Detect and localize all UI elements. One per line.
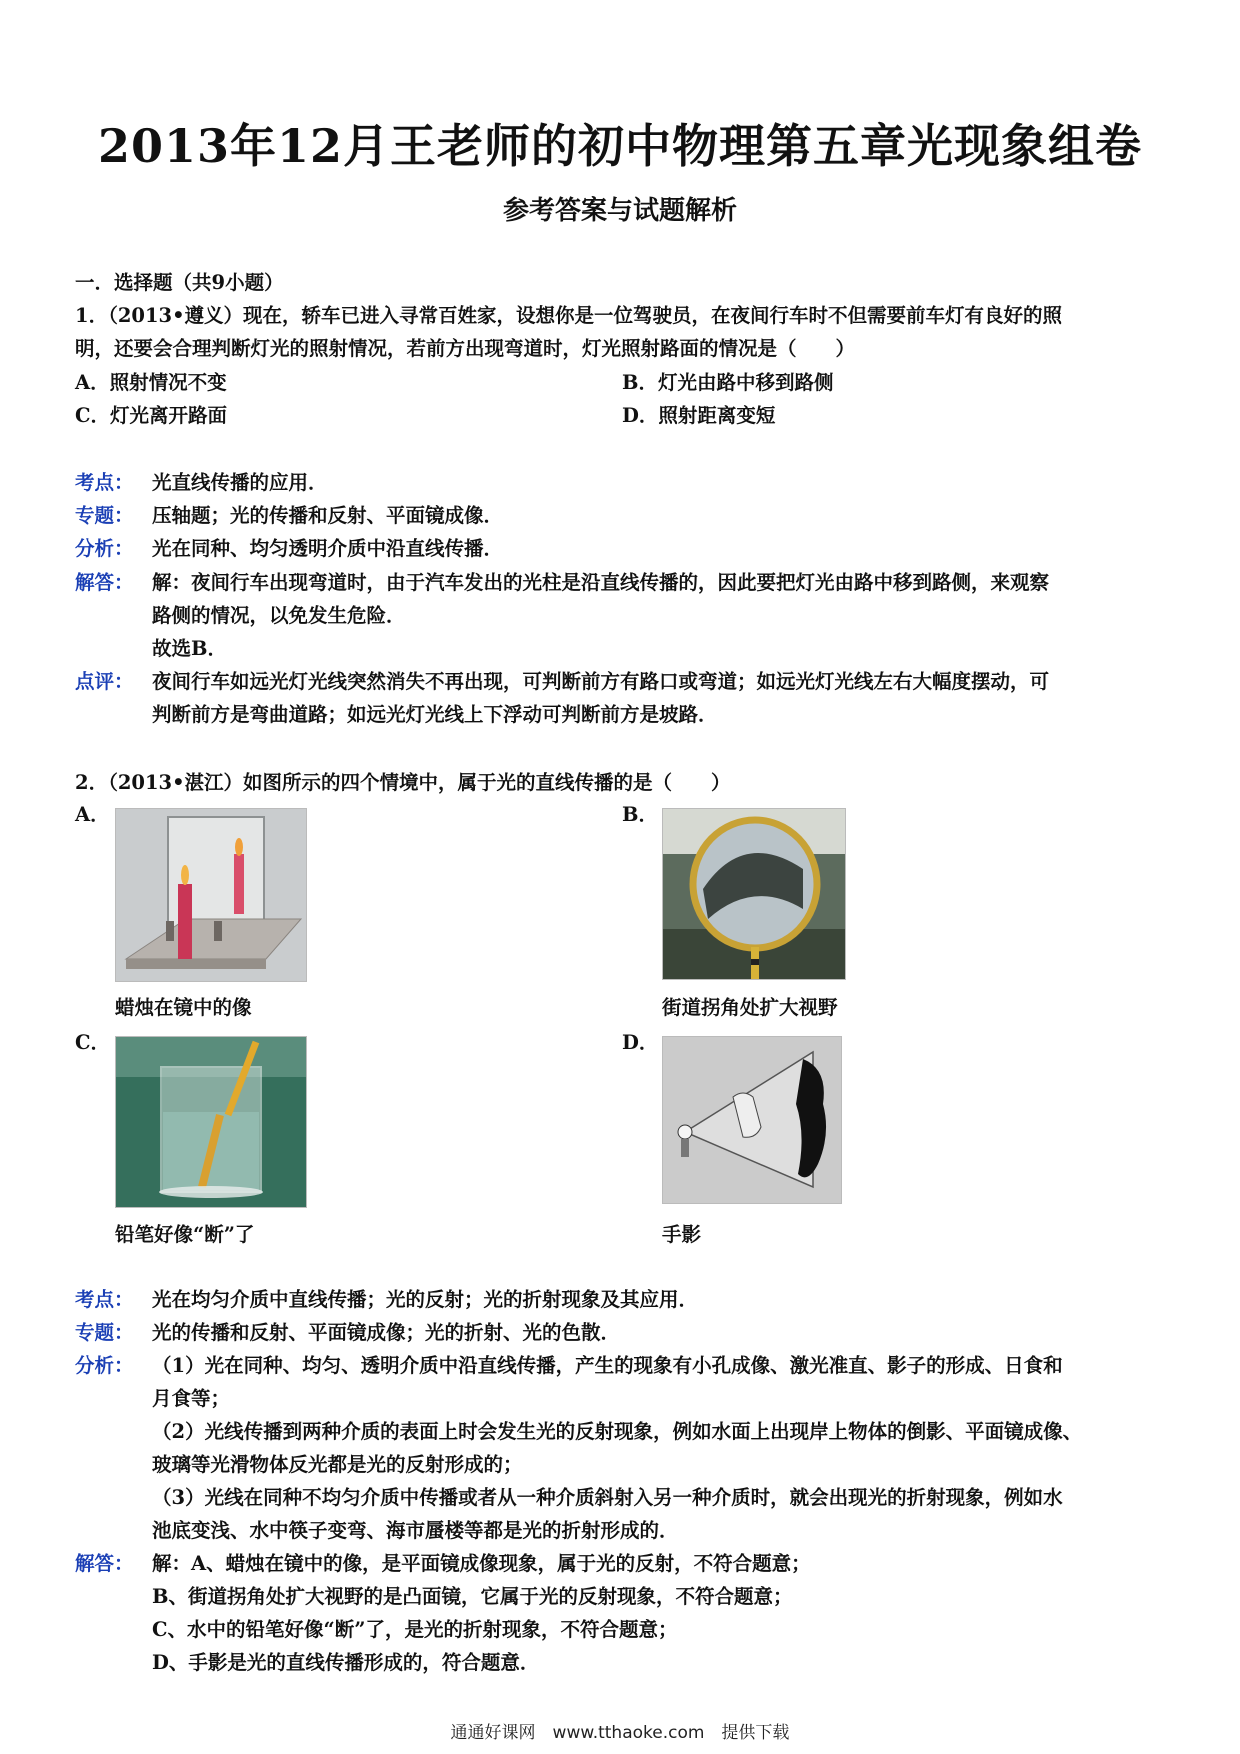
hand-shadow-image xyxy=(662,1036,842,1204)
document-subtitle: 参考答案与试题解析 xyxy=(502,196,737,226)
q1-kaodian-text: 光直线传播的应用． xyxy=(152,471,328,494)
pencil-glass-image xyxy=(115,1036,307,1208)
q2-kaodian-text: 光在均匀介质中直线传播；光的反射；光的折射现象及其应用． xyxy=(152,1288,699,1311)
q2-jieda-line-2: B、街道拐角处扩大视野的是凸面镜，它属于光的反射现象，不符合题意； xyxy=(152,1585,793,1608)
document-title: 2013年12月王老师的初中物理第五章光现象组卷 xyxy=(97,119,1143,173)
q1-fenxi-label: 分析： xyxy=(75,537,134,560)
q2-caption-b: 街道拐角处扩大视野 xyxy=(662,996,838,1019)
q2-fenxi-line-1: （1）光在同种、均匀、透明介质中沿直线传播，产生的现象有小孔成像、激光准直、影子的形成、日食和 xyxy=(152,1354,1063,1377)
section-heading: 一．选择题（共9小题） xyxy=(75,271,284,294)
q2-letter-b: B． xyxy=(622,803,658,826)
q2-fenxi-line-3: （2）光线传播到两种介质的表面上时会发生光的反射现象，例如水面上出现岸上物体的倒影、平面镜成像、 xyxy=(152,1420,1083,1443)
q2-fenxi-line-5: （3）光线在同种不均匀介质中传播或者从一种介质斜射入另一种介质时，就会出现光的折射现象，例如水 xyxy=(152,1486,1063,1509)
q2-fenxi-line-6: 池底变浅、水中筷子变弯、海市蜃楼等都是光的折射形成的． xyxy=(152,1519,679,1542)
q2-jieda-line-3: C、水中的铅笔好像“断”了，是光的折射现象，不符合题意； xyxy=(152,1618,678,1641)
q1-zhuanti-text: 压轴题；光的传播和反射、平面镜成像． xyxy=(152,504,504,527)
q1-option-c: C．灯光离开路面 xyxy=(75,404,228,427)
q2-jieda-line-4: D、手影是光的直线传播形成的，符合题意． xyxy=(152,1651,540,1674)
q1-jieda-line-1: 解：夜间行车出现弯道时，由于汽车发出的光柱是沿直线传播的，因此要把灯光由路中移到路侧，来观察 xyxy=(152,571,1050,594)
q2-jieda-label: 解答： xyxy=(75,1552,134,1575)
candle-mirror-image xyxy=(115,808,307,982)
q2-zhuanti-text: 光的传播和反射、平面镜成像；光的折射、光的色散． xyxy=(152,1321,621,1344)
q2-letter-a: A． xyxy=(75,803,110,826)
q1-dianping-line-2: 判断前方是弯曲道路；如远光灯光线上下浮动可判断前方是坡路． xyxy=(152,703,718,726)
q2-fenxi-line-2: 月食等； xyxy=(152,1387,231,1410)
q1-dianping-line-1: 夜间行车如远光灯光线突然消失不再出现，可判断前方有路口或弯道；如远光灯光线左右大幅度摆动，可 xyxy=(152,670,1050,693)
q2-zhuanti-label: 专题： xyxy=(75,1321,134,1344)
q2-fenxi-line-4: 玻璃等光滑物体反光都是光的反射形成的； xyxy=(152,1453,523,1476)
q1-jieda-line-3: 故选B． xyxy=(152,637,227,660)
q1-option-d: D．照射距离变短 xyxy=(622,404,776,427)
q1-stem-line-2: 明，还要会合理判断灯光的照射情况，若前方出现弯道时，灯光照射路面的情况是（ ） xyxy=(75,337,856,360)
q1-jieda-line-2: 路侧的情况，以免发生危险． xyxy=(152,604,406,627)
q2-letter-c: C． xyxy=(75,1031,111,1054)
q2-fenxi-label: 分析： xyxy=(75,1354,134,1377)
convex-mirror-image xyxy=(662,808,846,980)
q2-caption-d: 手影 xyxy=(662,1223,702,1246)
q2-jieda-line-1: 解：A、蜡烛在镜中的像，是平面镜成像现象，属于光的反射，不符合题意； xyxy=(152,1552,811,1575)
q2-letter-d: D． xyxy=(622,1031,659,1054)
q1-stem-line-1: 1．（2013•遵义）现在，轿车已进入寻常百姓家，设想你是一位驾驶员，在夜间行车时不但需要前车灯有良好的照 xyxy=(75,304,1063,327)
q2-kaodian-label: 考点： xyxy=(75,1288,134,1311)
q2-caption-c: 铅笔好像“断”了 xyxy=(115,1223,255,1246)
q1-fenxi-text: 光在同种、均匀透明介质中沿直线传播． xyxy=(152,537,504,560)
page-footer: 通通好课网 www.tthaoke.com 提供下载 xyxy=(450,1723,790,1743)
q1-zhuanti-label: 专题： xyxy=(75,504,134,527)
q1-option-a: A．照射情况不变 xyxy=(75,371,227,394)
q1-jieda-label: 解答： xyxy=(75,571,134,594)
q2-caption-a: 蜡烛在镜中的像 xyxy=(115,996,252,1019)
q1-kaodian-label: 考点： xyxy=(75,471,134,494)
q2-stem: 2．（2013•湛江）如图所示的四个情境中，属于光的直线传播的是（ ） xyxy=(75,771,731,794)
q1-dianping-label: 点评： xyxy=(75,670,134,693)
q1-option-b: B．灯光由路中移到路侧 xyxy=(622,371,834,394)
